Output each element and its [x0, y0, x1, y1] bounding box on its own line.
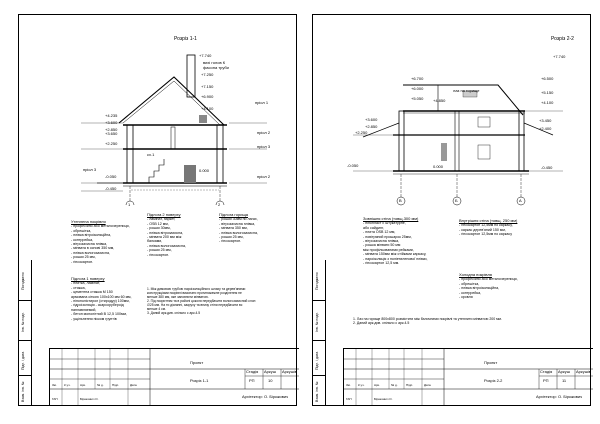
axis-label: Б: [455, 198, 458, 203]
spec-heading: Зовнішня стіна (товщ.300 мм): [363, 216, 419, 221]
elev-label: +6.000: [411, 86, 424, 91]
spec-heading: Внутрішня стіна (товщ. 250 мм): [459, 218, 518, 223]
spec-heading: Підлога 2 поверху: [147, 212, 181, 217]
stair-label: сх.1: [147, 152, 155, 157]
elev-label: 0.000: [199, 168, 210, 173]
node-tag: пріол 3: [83, 167, 97, 172]
stamp-author: Архітектор: О. Біркжович: [242, 394, 289, 399]
spec-heading: Підлога 1 поверху: [71, 276, 105, 281]
skylight: [199, 115, 207, 123]
elev-label: +6.500: [541, 76, 554, 81]
wall-v: [399, 111, 404, 171]
stamp-sheet-name: Розріз 2-2: [484, 378, 503, 383]
stamp-project: Проект: [190, 360, 204, 365]
elev-label: +7.150: [201, 84, 214, 89]
elev-label: -0.450: [541, 165, 553, 170]
spec-heading: Холодна покрівля: [459, 272, 492, 277]
stamp-project: Проект: [484, 360, 498, 365]
axis-label: В: [399, 198, 402, 203]
elev-label: +3.600: [365, 117, 378, 122]
elev-label: +3.450: [539, 118, 552, 123]
general-notes: 1. Лаз на горище 800х800 розмістити між балочними покрівлі та утеплити мінватою 200 мм. 2. Даний арк.див. спільно с арк.4.5: [353, 317, 502, 326]
stamp-author: Архітектор: О. Біркжович: [536, 394, 583, 399]
stamp-sheet-name: Розріз 1-1: [190, 378, 209, 383]
node-tag: пріол 3: [257, 144, 271, 149]
wall-b: [455, 111, 459, 171]
section-title: Розріз 2-2: [551, 36, 574, 42]
spec-cold-roof: Холодна покрівля - професійно або металочерепиця, - обрешітка, - плівка вітроізоляційна, - контррейка, - кровля: [459, 272, 518, 300]
node-tag: пріол 2: [257, 174, 271, 179]
title-block: Проект Стадія Аркуш Аркушів РП 10 Розріз 1-1 Архітектор: О. Біркжович Зм. К.уч. Арк. № д. Підп. Дата ГАП Бірюкович О.: [49, 348, 299, 405]
spec-heading: Утеплена покрівля: [71, 219, 106, 224]
elev-label: +5.150: [541, 90, 554, 95]
elev-label: +3.650: [105, 131, 118, 136]
partition: [171, 127, 175, 149]
elev-label: +2.250: [355, 130, 368, 135]
elev-label: +2.250: [105, 141, 118, 146]
wall-a: [519, 111, 524, 171]
chimney-note: вихі голов К фасона труби: [203, 60, 229, 70]
elev-label: +3.600: [105, 120, 118, 125]
spec-floor-2: Підлога 2 поверху - ламінат, паркет, - OSB 12 мм, - рошки 30мм, - плівка вітрозахисна, - мінвата 200 мм між балками, - плівка вологозахисна, - рошки 25 мм, - гіпсокартон.: [147, 212, 186, 257]
section-drawing: [313, 15, 592, 215]
elev-label: 0.000: [433, 164, 444, 169]
axis-label: 2: [218, 202, 221, 207]
left-margin-table: Погоджено Інв. № подп. Підп. і дата Взам. інв. №: [19, 260, 32, 405]
door: [441, 143, 447, 161]
elev-label: +2.400: [539, 126, 552, 131]
spec-heading: Підлога горища: [219, 212, 248, 217]
drawing-sheet-2: [312, 14, 591, 406]
elev-label: +4.850: [433, 98, 446, 103]
elev-label: +6.700: [411, 76, 424, 81]
drawing-sheet-1: [18, 14, 297, 406]
window: [184, 165, 196, 183]
elev-label: +6.900: [201, 94, 214, 99]
spec-attic: Підлога горища - рошки 30мм по лагах, - вітрозахисна плівка, - мінвата 350 мм, - плівка вологозахисна, - рошки 25 мм, - гіпсокартон.: [219, 212, 258, 244]
window: [478, 117, 490, 127]
window: [478, 145, 490, 159]
elev-label: -0.050: [347, 163, 359, 168]
spec-ext-wall: Зовнішня стіна (товщ.300 мм) - пінопласт її штукатурне, або сайдинг, - плита OSB 12 мм, - повітряний прошарок 25мм, - вітрозахисна плівка, - рошка мінвати 50 мм між профільованими рейками, - мінвата 150мм між стійками каркасу, - пароізоляція з поліетиленової плівки, - гіпсокартон 12,5 мм.: [363, 216, 428, 266]
elev-label: +2.850: [365, 124, 378, 129]
left-margin-table: Погоджено Інв. № подп. Підп. і дата Взам. інв. №: [313, 260, 326, 405]
elev-label: +4.100: [541, 100, 554, 105]
attic-hatch-label: лаз на горище: [453, 88, 480, 93]
general-notes: 1. Між димовою трубою пароізоляційного шлаху та дерев'яними конструкціями покрівлі виконати протипожежне розділення не менше 380 мм, яке заповнити мінватою. 2. Під покриттям та в районі цоколя передбачити вологозахисний слоп ∅25 мм. На ти діаганні, закруху та внизу стіни передбачити вс менше 4 см. 3. Даний арк.див. спільно с арк.4.5: [147, 287, 256, 315]
node-tag: пріол 2: [257, 130, 271, 135]
elev-label: +7.740: [199, 53, 212, 58]
axis-label: 1: [128, 202, 131, 207]
left-wall: [127, 125, 133, 183]
elev-label: +5.050: [411, 96, 424, 101]
spec-int-wall: Внутрішня стіна (товщ. 250 мм) - гіпсокартон 12,5мм по каркасу, - каркас дерев'яний 150 мм, - гіпсокартон 12,5мм по каркасу: [459, 218, 518, 237]
elev-label: +7.740: [553, 54, 566, 59]
elev-label: +7.250: [201, 72, 214, 77]
elev-label: -0.050: [105, 174, 117, 179]
title-block: Проект Стадія Аркуш Аркушів РП 11 Розріз 2-2 Архітектор: О. Біркжович Зм. К.уч. Арк. № д. Підп. Дата ГАП Бірюкович О.: [343, 348, 593, 405]
elev-label: -0.450: [105, 186, 117, 191]
spec-floor-1: Підлога 1 поверху - плитка, ламінат, - стяжка, - цементна стяжка М 150 армована сіткою 100х100 мм 60 мм, - пінополістирол (стиродур) 100мм, - гідроізоляція - скарсорубероід наплавляемий, - бетон монолітний В 12,5 100мм, - ущільнення піском грунтів: [71, 276, 132, 321]
section-title: Розріз 1-1: [174, 36, 197, 42]
node-tag: пріол 1: [255, 100, 269, 105]
elev-label: +4.100: [201, 106, 214, 111]
stair: [149, 159, 164, 183]
spec-roof: Утеплена покрівля - професійно або металочерепиця, - обрешітка, - плівка вітроізоляційна, - контррейка, - вітрозахисна плівка, - мінвата в основі 350 мм, - плівка вологозахисна, - рошки 25 мм, - гіпсокартон.: [71, 219, 130, 264]
elev-label: +2.850: [105, 127, 118, 132]
right-wall: [217, 125, 223, 183]
axis-label: А: [519, 198, 522, 203]
elev-label: +4.235: [105, 113, 118, 118]
